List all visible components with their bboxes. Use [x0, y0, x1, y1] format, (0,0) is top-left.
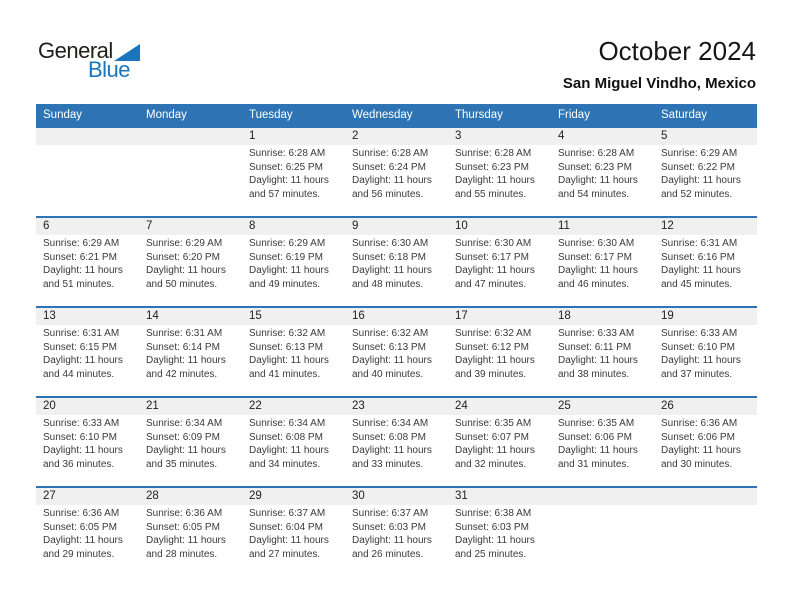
- sunrise-text: Sunrise: 6:29 AM: [146, 238, 223, 249]
- day-cell-15: [242, 325, 345, 396]
- day-cell-16: [345, 325, 448, 396]
- sunset-text: Sunset: 6:09 PM: [146, 431, 220, 443]
- day-number-1: 1: [249, 130, 256, 142]
- sunrise-text: Sunrise: 6:28 AM: [558, 148, 635, 159]
- sunset-text: Sunset: 6:17 PM: [455, 251, 529, 263]
- day-number-strip: [36, 398, 757, 415]
- sunrise-text: Sunrise: 6:30 AM: [455, 238, 532, 249]
- sunrise-text: Sunrise: 6:29 AM: [661, 148, 738, 159]
- daylight-text: Daylight: 11 hours and 54 minutes.: [558, 175, 638, 200]
- sunset-text: Sunset: 6:07 PM: [455, 431, 529, 443]
- day-cell-27: [36, 505, 139, 576]
- day-number-strip: [36, 308, 757, 325]
- daylight-text: Daylight: 11 hours and 30 minutes.: [661, 445, 741, 470]
- general-blue-logo: [38, 40, 148, 84]
- sunset-text: Sunset: 6:19 PM: [249, 251, 323, 263]
- sunset-text: Sunset: 6:18 PM: [352, 251, 426, 263]
- day-cell-10: [448, 235, 551, 306]
- sunset-text: Sunset: 6:13 PM: [352, 341, 426, 353]
- day-number-16: 16: [352, 310, 365, 322]
- day-number-14: 14: [146, 310, 159, 322]
- sunrise-text: Sunrise: 6:31 AM: [43, 328, 120, 339]
- day-cell-19: [654, 325, 757, 396]
- daylight-text: Daylight: 11 hours and 40 minutes.: [352, 355, 432, 380]
- daylight-text: Daylight: 11 hours and 28 minutes.: [146, 535, 226, 560]
- day-number-10: 10: [455, 220, 468, 232]
- weekday-header-sunday: Sunday: [43, 109, 83, 121]
- daylight-text: Daylight: 11 hours and 36 minutes.: [43, 445, 123, 470]
- daylight-text: Daylight: 11 hours and 26 minutes.: [352, 535, 432, 560]
- daylight-text: Daylight: 11 hours and 27 minutes.: [249, 535, 329, 560]
- day-cell-20: [36, 415, 139, 486]
- sunset-text: Sunset: 6:12 PM: [455, 341, 529, 353]
- sunrise-text: Sunrise: 6:32 AM: [352, 328, 429, 339]
- day-number-9: 9: [352, 220, 359, 232]
- day-detail-strip: [36, 505, 757, 576]
- sunrise-text: Sunrise: 6:28 AM: [352, 148, 429, 159]
- day-cell-4: [551, 145, 654, 216]
- sunset-text: Sunset: 6:24 PM: [352, 161, 426, 173]
- day-cell-empty: [36, 145, 139, 216]
- day-number-30: 30: [352, 490, 365, 502]
- sunrise-text: Sunrise: 6:35 AM: [558, 418, 635, 429]
- daylight-text: Daylight: 11 hours and 31 minutes.: [558, 445, 638, 470]
- sunset-text: Sunset: 6:21 PM: [43, 251, 117, 263]
- daylight-text: Daylight: 11 hours and 41 minutes.: [249, 355, 329, 380]
- sunset-text: Sunset: 6:11 PM: [558, 341, 632, 353]
- sunrise-text: Sunrise: 6:30 AM: [558, 238, 635, 249]
- day-cell-21: [139, 415, 242, 486]
- daylight-text: Daylight: 11 hours and 38 minutes.: [558, 355, 638, 380]
- sunset-text: Sunset: 6:23 PM: [558, 161, 632, 173]
- day-number-28: 28: [146, 490, 159, 502]
- daylight-text: Daylight: 11 hours and 50 minutes.: [146, 265, 226, 290]
- day-cell-14: [139, 325, 242, 396]
- sunrise-text: Sunrise: 6:36 AM: [43, 508, 120, 519]
- sunrise-text: Sunrise: 6:32 AM: [249, 328, 326, 339]
- day-number-26: 26: [661, 400, 674, 412]
- weekday-header-wednesday: Wednesday: [352, 109, 413, 121]
- day-cell-23: [345, 415, 448, 486]
- sunset-text: Sunset: 6:25 PM: [249, 161, 323, 173]
- daylight-text: Daylight: 11 hours and 42 minutes.: [146, 355, 226, 380]
- day-cell-17: [448, 325, 551, 396]
- daylight-text: Daylight: 11 hours and 57 minutes.: [249, 175, 329, 200]
- day-detail-strip: [36, 235, 757, 306]
- sunrise-text: Sunrise: 6:33 AM: [43, 418, 120, 429]
- day-number-17: 17: [455, 310, 468, 322]
- day-cell-9: [345, 235, 448, 306]
- day-number-24: 24: [455, 400, 468, 412]
- sunset-text: Sunset: 6:06 PM: [661, 431, 735, 443]
- calendar-grid: [36, 104, 757, 576]
- day-number-empty: [551, 488, 654, 505]
- day-number-13: 13: [43, 310, 56, 322]
- day-number-15: 15: [249, 310, 262, 322]
- day-cell-25: [551, 415, 654, 486]
- week-row: [36, 126, 757, 216]
- day-number-12: 12: [661, 220, 674, 232]
- weekday-header-thursday: Thursday: [455, 109, 503, 121]
- sunset-text: Sunset: 6:14 PM: [146, 341, 220, 353]
- day-number-2: 2: [352, 130, 359, 142]
- day-detail-strip: [36, 145, 757, 216]
- sunset-text: Sunset: 6:03 PM: [455, 521, 529, 533]
- day-detail-strip: [36, 325, 757, 396]
- day-number-empty: [36, 128, 139, 145]
- day-cell-12: [654, 235, 757, 306]
- weeks-container: [36, 126, 757, 576]
- day-number-empty: [139, 128, 242, 145]
- calendar-month-title: October 2024: [598, 36, 756, 66]
- sunrise-text: Sunrise: 6:32 AM: [455, 328, 532, 339]
- sunrise-text: Sunrise: 6:29 AM: [249, 238, 326, 249]
- sunrise-text: Sunrise: 6:28 AM: [249, 148, 326, 159]
- sunset-text: Sunset: 6:06 PM: [558, 431, 632, 443]
- day-cell-empty: [139, 145, 242, 216]
- day-number-strip: [36, 218, 757, 235]
- day-number-31: 31: [455, 490, 468, 502]
- day-detail-strip: [36, 415, 757, 486]
- day-cell-11: [551, 235, 654, 306]
- day-cell-7: [139, 235, 242, 306]
- daylight-text: Daylight: 11 hours and 51 minutes.: [43, 265, 123, 290]
- logo-text-general: General: [38, 38, 113, 63]
- day-number-5: 5: [661, 130, 668, 142]
- day-cell-empty: [551, 505, 654, 576]
- sunset-text: Sunset: 6:17 PM: [558, 251, 632, 263]
- day-cell-5: [654, 145, 757, 216]
- day-number-4: 4: [558, 130, 565, 142]
- day-cell-24: [448, 415, 551, 486]
- daylight-text: Daylight: 11 hours and 44 minutes.: [43, 355, 123, 380]
- day-cell-1: [242, 145, 345, 216]
- sunrise-text: Sunrise: 6:33 AM: [558, 328, 635, 339]
- daylight-text: Daylight: 11 hours and 52 minutes.: [661, 175, 741, 200]
- day-number-11: 11: [558, 220, 570, 232]
- sunrise-text: Sunrise: 6:36 AM: [146, 508, 223, 519]
- sunset-text: Sunset: 6:04 PM: [249, 521, 323, 533]
- day-cell-13: [36, 325, 139, 396]
- daylight-text: Daylight: 11 hours and 56 minutes.: [352, 175, 432, 200]
- sunrise-text: Sunrise: 6:34 AM: [146, 418, 223, 429]
- sunrise-text: Sunrise: 6:38 AM: [455, 508, 532, 519]
- sunrise-text: Sunrise: 6:28 AM: [455, 148, 532, 159]
- sunset-text: Sunset: 6:10 PM: [661, 341, 735, 353]
- sunrise-text: Sunrise: 6:33 AM: [661, 328, 738, 339]
- day-number-23: 23: [352, 400, 365, 412]
- daylight-text: Daylight: 11 hours and 48 minutes.: [352, 265, 432, 290]
- day-cell-6: [36, 235, 139, 306]
- sunrise-text: Sunrise: 6:29 AM: [43, 238, 120, 249]
- sunset-text: Sunset: 6:08 PM: [352, 431, 426, 443]
- day-number-27: 27: [43, 490, 56, 502]
- calendar-location-subtitle: San Miguel Vindho, Mexico: [562, 75, 756, 92]
- day-cell-empty: [654, 505, 757, 576]
- daylight-text: Daylight: 11 hours and 34 minutes.: [249, 445, 329, 470]
- week-row: [36, 396, 757, 486]
- day-cell-3: [448, 145, 551, 216]
- daylight-text: Daylight: 11 hours and 46 minutes.: [558, 265, 638, 290]
- sunset-text: Sunset: 6:13 PM: [249, 341, 323, 353]
- day-number-21: 21: [146, 400, 159, 412]
- weekday-header-monday: Monday: [146, 109, 187, 121]
- daylight-text: Daylight: 11 hours and 45 minutes.: [661, 265, 741, 290]
- day-cell-22: [242, 415, 345, 486]
- logo-text-blue: Blue: [88, 57, 131, 82]
- daylight-text: Daylight: 11 hours and 35 minutes.: [146, 445, 226, 470]
- sunset-text: Sunset: 6:20 PM: [146, 251, 220, 263]
- sunset-text: Sunset: 6:10 PM: [43, 431, 117, 443]
- sunset-text: Sunset: 6:15 PM: [43, 341, 117, 353]
- day-number-7: 7: [146, 220, 153, 232]
- day-number-empty: [654, 488, 757, 505]
- day-cell-31: [448, 505, 551, 576]
- day-cell-26: [654, 415, 757, 486]
- title-block: [563, 36, 756, 92]
- sunrise-text: Sunrise: 6:34 AM: [352, 418, 429, 429]
- day-number-6: 6: [43, 220, 50, 232]
- sunrise-text: Sunrise: 6:37 AM: [352, 508, 429, 519]
- day-cell-28: [139, 505, 242, 576]
- day-number-25: 25: [558, 400, 571, 412]
- day-cell-30: [345, 505, 448, 576]
- day-number-strip: [36, 128, 757, 145]
- day-cell-8: [242, 235, 345, 306]
- daylight-text: Daylight: 11 hours and 49 minutes.: [249, 265, 329, 290]
- sunset-text: Sunset: 6:16 PM: [661, 251, 735, 263]
- day-number-20: 20: [43, 400, 56, 412]
- week-row: [36, 486, 757, 576]
- day-number-29: 29: [249, 490, 262, 502]
- daylight-text: Daylight: 11 hours and 47 minutes.: [455, 265, 535, 290]
- day-number-19: 19: [661, 310, 674, 322]
- sunset-text: Sunset: 6:22 PM: [661, 161, 735, 173]
- daylight-text: Daylight: 11 hours and 39 minutes.: [455, 355, 535, 380]
- weekday-header-tuesday: Tuesday: [249, 109, 293, 121]
- day-cell-18: [551, 325, 654, 396]
- weekday-header-saturday: Saturday: [661, 109, 708, 121]
- sunset-text: Sunset: 6:05 PM: [146, 521, 220, 533]
- weekday-header-friday: Friday: [558, 109, 590, 121]
- daylight-text: Daylight: 11 hours and 29 minutes.: [43, 535, 123, 560]
- week-row: [36, 216, 757, 306]
- day-number-18: 18: [558, 310, 571, 322]
- sunset-text: Sunset: 6:08 PM: [249, 431, 323, 443]
- daylight-text: Daylight: 11 hours and 33 minutes.: [352, 445, 432, 470]
- daylight-text: Daylight: 11 hours and 37 minutes.: [661, 355, 741, 380]
- sunrise-text: Sunrise: 6:31 AM: [146, 328, 223, 339]
- daylight-text: Daylight: 11 hours and 55 minutes.: [455, 175, 535, 200]
- sunrise-text: Sunrise: 6:31 AM: [661, 238, 738, 249]
- weekday-header-row: [36, 104, 757, 126]
- sunrise-text: Sunrise: 6:34 AM: [249, 418, 326, 429]
- daylight-text: Daylight: 11 hours and 25 minutes.: [455, 535, 535, 560]
- sunrise-text: Sunrise: 6:30 AM: [352, 238, 429, 249]
- day-number-8: 8: [249, 220, 256, 232]
- daylight-text: Daylight: 11 hours and 32 minutes.: [455, 445, 535, 470]
- sunrise-text: Sunrise: 6:35 AM: [455, 418, 532, 429]
- sunset-text: Sunset: 6:03 PM: [352, 521, 426, 533]
- week-row: [36, 306, 757, 396]
- sunset-text: Sunset: 6:23 PM: [455, 161, 529, 173]
- sunrise-text: Sunrise: 6:36 AM: [661, 418, 738, 429]
- day-cell-2: [345, 145, 448, 216]
- day-number-22: 22: [249, 400, 262, 412]
- day-cell-29: [242, 505, 345, 576]
- day-number-3: 3: [455, 130, 462, 142]
- sunset-text: Sunset: 6:05 PM: [43, 521, 117, 533]
- day-number-strip: [36, 488, 757, 505]
- sunrise-text: Sunrise: 6:37 AM: [249, 508, 326, 519]
